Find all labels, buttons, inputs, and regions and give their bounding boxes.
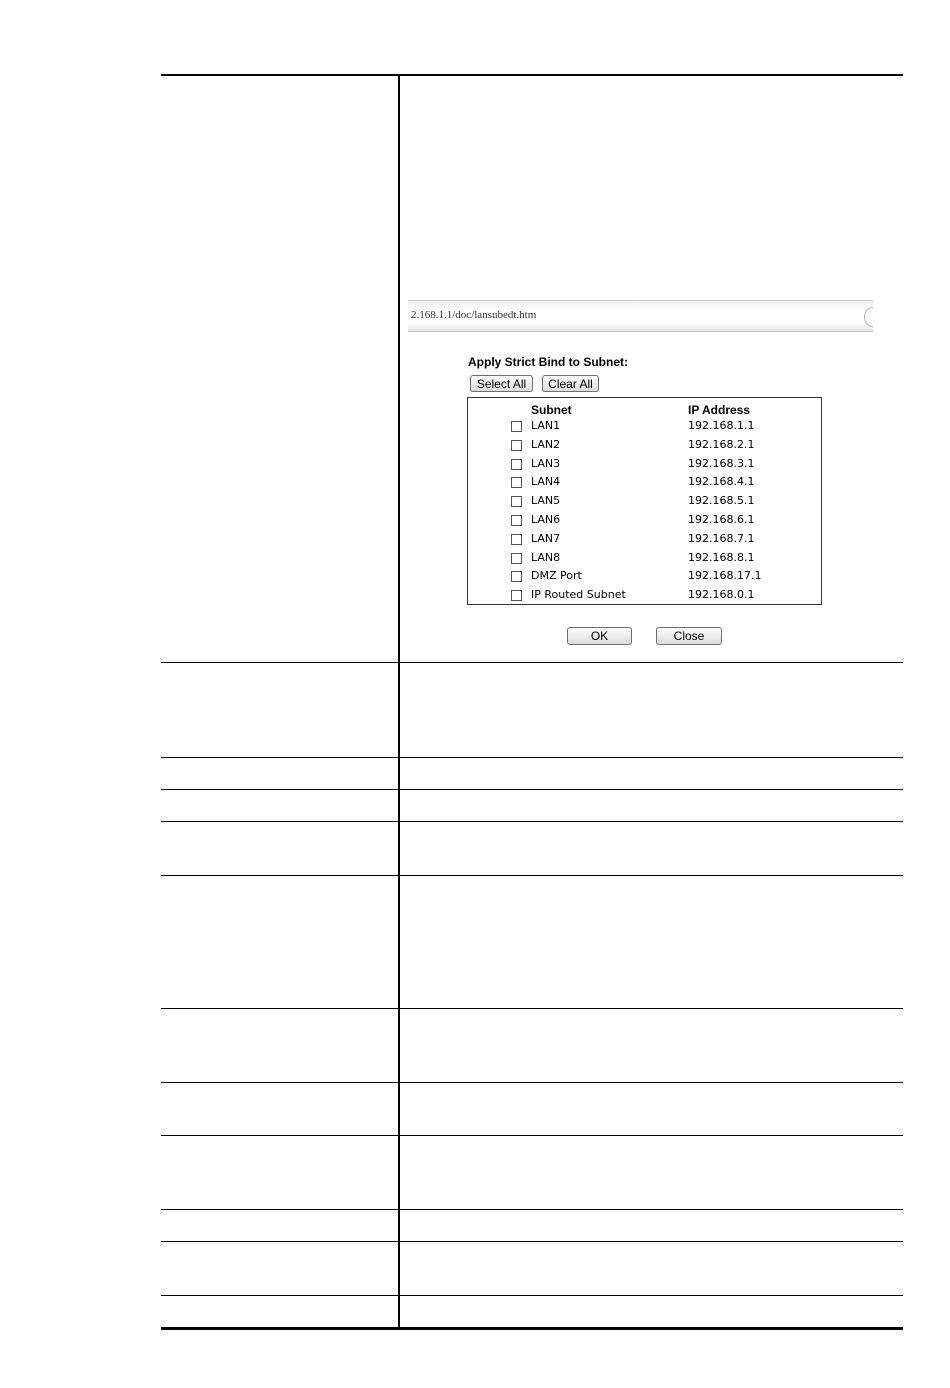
column-header-ip-address: IP Address [688,403,751,417]
subnet-row [468,569,821,588]
subnet-checkbox[interactable] [511,477,522,488]
subnet-ip: 192.168.7.1 [688,532,755,545]
subnet-row [468,419,821,438]
subnet-checkbox[interactable] [511,515,522,526]
table-row-divider [161,875,903,876]
subnet-name: LAN5 [531,494,561,507]
subnet-ip: 192.168.17.1 [688,569,762,582]
subnet-name: LAN3 [531,457,561,470]
subnet-row [468,588,821,607]
table-row-divider [161,789,903,790]
table-row-divider [161,1241,903,1242]
table-row-divider [161,1008,903,1009]
subnet-name: LAN2 [531,438,561,451]
column-header-subnet: Subnet [531,403,572,417]
subnet-checkbox[interactable] [511,553,522,564]
table-top-border [161,74,903,76]
subnet-name: LAN7 [531,532,561,545]
subnet-name: DMZ Port [531,569,582,582]
subnet-ip: 192.168.4.1 [688,475,755,488]
address-bar-end-cap [864,307,873,327]
subnet-row [468,551,821,570]
subnet-checkbox[interactable] [511,496,522,507]
subnet-checkbox[interactable] [511,571,522,582]
subnet-checkbox[interactable] [511,459,522,470]
subnet-name: LAN6 [531,513,561,526]
subnet-name: LAN4 [531,475,561,488]
subnet-name: LAN1 [531,419,561,432]
browser-url: 2.168.1.1/doc/lansubedt.htm [411,309,537,321]
table-bottom-border [161,1327,903,1330]
subnet-ip: 192.168.3.1 [688,457,755,470]
table-row-divider [161,757,903,758]
embedded-screenshot [408,300,873,652]
subnet-checkbox[interactable] [511,534,522,545]
dialog-title: Apply Strict Bind to Subnet: [468,355,628,369]
table-row-divider [161,821,903,822]
table-column-divider [398,74,400,1330]
subnet-row [468,457,821,476]
select-all-button[interactable]: Select All [470,375,533,392]
subnet-row [468,513,821,532]
subnet-checkbox[interactable] [511,440,522,451]
ok-button[interactable]: OK [567,627,632,645]
subnet-checkbox[interactable] [511,421,522,432]
browser-address-bar[interactable] [408,300,873,332]
clear-all-button[interactable]: Clear All [542,375,599,392]
subnet-ip: 192.168.8.1 [688,551,755,564]
subnet-checkbox[interactable] [511,590,522,601]
subnet-row [468,494,821,513]
table-row-divider [161,1082,903,1083]
subnet-row [468,532,821,551]
subnet-name: IP Routed Subnet [531,588,626,601]
subnet-ip: 192.168.5.1 [688,494,755,507]
table-row-divider [161,1135,903,1136]
table-row-divider [161,1295,903,1296]
subnet-ip: 192.168.2.1 [688,438,755,451]
subnet-row [468,475,821,494]
subnet-name: LAN8 [531,551,561,564]
subnet-ip: 192.168.1.1 [688,419,755,432]
close-button[interactable]: Close [656,627,722,645]
table-row-divider [161,1209,903,1210]
subnet-ip: 192.168.6.1 [688,513,755,526]
subnet-row [468,438,821,457]
table-row-divider [161,662,903,663]
subnet-ip: 192.168.0.1 [688,588,755,601]
subnet-table [467,397,822,605]
